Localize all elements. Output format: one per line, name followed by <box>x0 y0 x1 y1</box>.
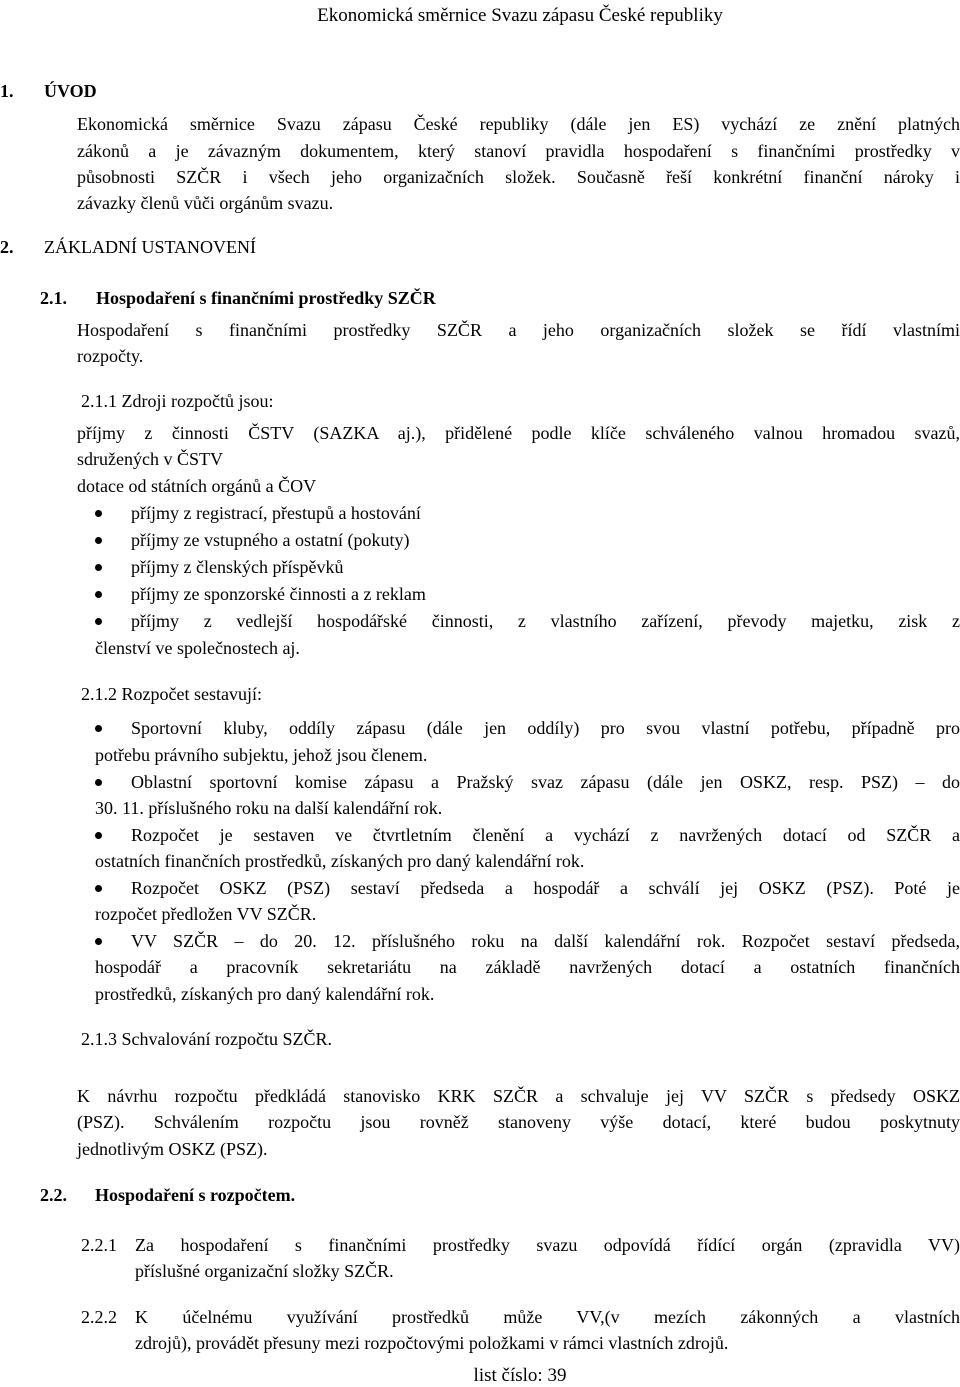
section-2-2-title: Hospodaření s rozpočtem. <box>95 1185 296 1205</box>
income-bullet-item: příjmy z vedlejší hospodářské činnosti, z vlastního zařízení, převody majetku, zisk z <box>131 611 960 631</box>
section-2-2-2-line: zdrojů), provádět přesuny mezi rozpočtovými položkami v rámci vlastních zdrojů. <box>135 1333 729 1353</box>
section-2-2-1-line: příslušné organizační složky SZČR. <box>135 1261 394 1281</box>
section-1-line: Ekonomická směrnice Svazu zápasu České republiky (dále jen ES) vychází ze znění platných <box>77 114 960 134</box>
income-bullet-item: příjmy ze vstupného a ostatní (pokuty) <box>131 530 410 550</box>
section-2-2-number: 2.2. <box>40 1185 67 1205</box>
page-header: Ekonomická směrnice Svazu zápasu České republiky <box>317 5 723 26</box>
bullet-icon <box>95 779 102 786</box>
income-line: sdružených v ČSTV <box>77 449 223 469</box>
budget-item-line: Oblastní sportovní komise zápasu a Pražský svaz zápasu (dále jen OSKZ, resp. PSZ) – do <box>131 772 960 792</box>
budget-item-line: Rozpočet je sestaven ve čtvrtletním členění a vychází z navržených dotací od SZČR a <box>131 825 960 845</box>
approval-line: jednotlivým OSKZ (PSZ). <box>77 1139 268 1159</box>
section-1-title: ÚVOD <box>44 81 97 101</box>
approval-line: K návrhu rozpočtu předkládá stanovisko KRK SZČR a schvaluje jej VV SZČR s předsedy OSKZ <box>77 1086 960 1106</box>
bullet-icon <box>95 537 102 544</box>
bullet-icon <box>95 832 102 839</box>
section-2-2-2-number: 2.2.2 <box>81 1307 117 1327</box>
section-2-1-line: rozpočty. <box>77 346 144 366</box>
bullet-icon <box>95 510 102 517</box>
section-2-1-number: 2.1. <box>40 288 67 308</box>
budget-item-line: Rozpočet OSKZ (PSZ) sestaví předseda a hospodář a schválí jej OSKZ (PSZ). Poté je <box>131 878 960 898</box>
section-1-line: zákonů a je závazným dokumentem, který stanoví pravidla hospodaření s finančními prostředky v <box>77 141 960 161</box>
section-2-2-2-line: K účelnému využívání prostředků může VV,(v mezích zákonných a vlastních <box>135 1307 960 1327</box>
section-2-title: ZÁKLADNÍ USTANOVENÍ <box>44 237 257 257</box>
income-line: příjmy z činnosti ČSTV (SAZKA aj.), přidělené podle klíče schváleného valnou hromadou svazů, <box>77 423 960 443</box>
budget-item-line: VV SZČR – do 20. 12. příslušného roku na další kalendářní rok. Rozpočet sestaví předseda, <box>131 931 960 951</box>
bullet-icon <box>95 564 102 571</box>
section-1-line: působnosti SZČR i všech jeho organizačních složek. Současně řeší konkrétní finanční nároky i <box>77 167 960 187</box>
budget-item-line: Sportovní kluby, oddíly zápasu (dále jen oddíly) pro svou vlastní potřebu, případně pro <box>131 718 960 738</box>
budget-item-line: rozpočet předložen VV SZČR. <box>95 904 317 924</box>
section-2-1-line: Hospodaření s finančními prostředky SZČR a jeho organizačních složek se řídí vlastními <box>77 320 960 340</box>
income-line: dotace od státních orgánů a ČOV <box>77 476 317 496</box>
section-1-line: závazky členů vůči orgánům svazu. <box>77 193 334 213</box>
bullet-icon <box>95 591 102 598</box>
section-2-1-title: Hospodaření s finančními prostředky SZČR <box>96 288 436 308</box>
budget-item-line: 30. 11. příslušného roku na další kalendářní rok. <box>95 798 443 818</box>
income-bullet-continuation: členství ve společnostech aj. <box>95 638 300 658</box>
budget-item-line: prostředků, získaných pro daný kalendářní rok. <box>95 984 435 1004</box>
budget-item-line: hospodář a pracovník sekretariátu na základě navržených dotací a ostatních finančních <box>95 957 960 977</box>
bullet-icon <box>95 938 102 945</box>
section-2-1-2-heading: 2.1.2 Rozpočet sestavují: <box>81 684 262 704</box>
bullet-icon <box>95 618 102 625</box>
section-2-1-3-heading: 2.1.3 Schvalování rozpočtu SZČR. <box>81 1029 332 1049</box>
income-bullet-item: příjmy z registrací, přestupů a hostování <box>131 503 421 523</box>
section-1-number: 1. <box>0 81 14 101</box>
section-2-number: 2. <box>0 237 14 257</box>
approval-line: (PSZ). Schválením rozpočtu jsou rovněž stanoveny výše dotací, které budou poskytnuty <box>77 1112 960 1132</box>
page-number-footer: list číslo: 39 <box>473 1365 567 1386</box>
budget-item-line: potřebu právního subjektu, jehož jsou členem. <box>95 745 428 765</box>
budget-item-line: ostatních finančních prostředků, získaných pro daný kalendářní rok. <box>95 851 585 871</box>
section-2-1-1-heading: 2.1.1 Zdroji rozpočtů jsou: <box>81 391 274 411</box>
income-bullet-item: příjmy ze sponzorské činnosti a z reklam <box>131 584 426 604</box>
income-bullet-item: příjmy z členských příspěvků <box>131 557 344 577</box>
section-2-2-1-number: 2.2.1 <box>81 1235 117 1255</box>
bullet-icon <box>95 885 102 892</box>
section-2-2-1-line: Za hospodaření s finančními prostředky svazu odpovídá řídící orgán (zpravidla VV) <box>135 1235 960 1255</box>
bullet-icon <box>95 725 102 732</box>
